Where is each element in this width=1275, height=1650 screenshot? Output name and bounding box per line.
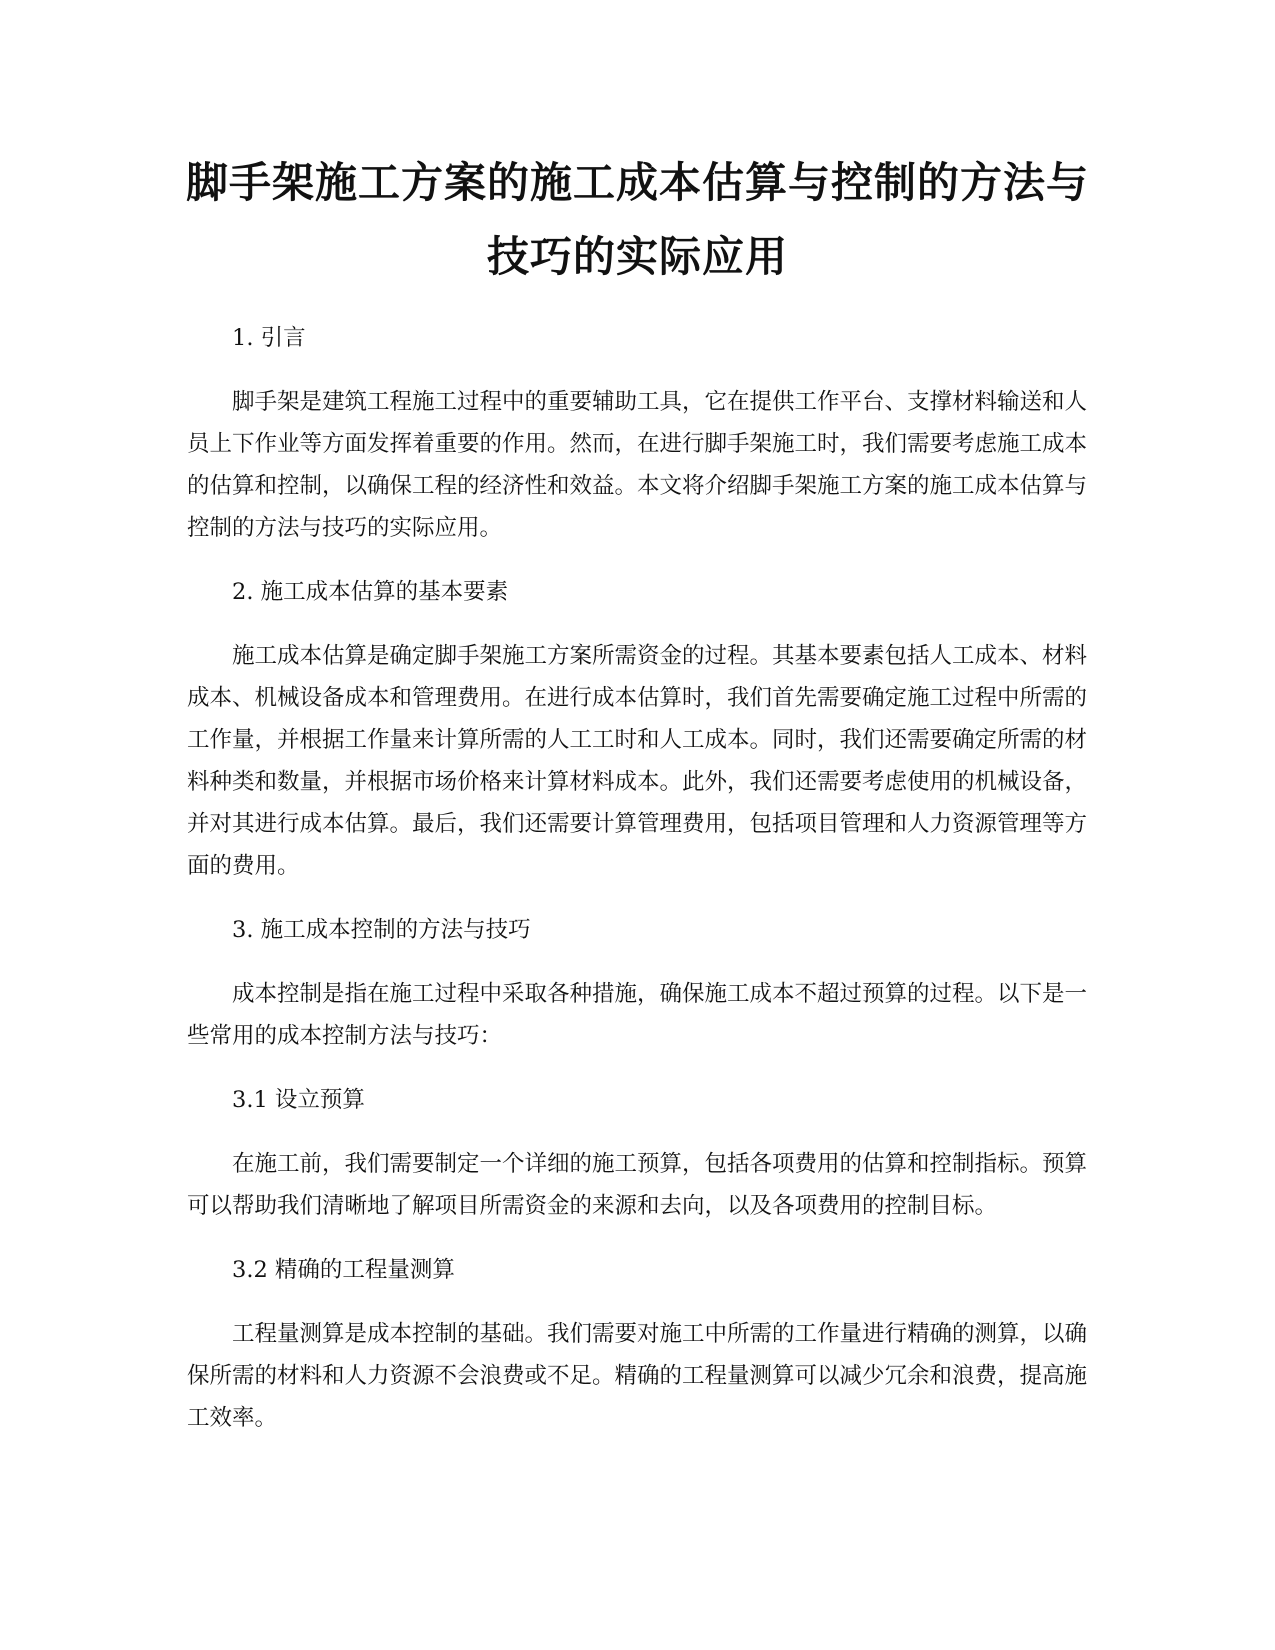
section-heading-cost-control: 3. 施工成本控制的方法与技巧 [232, 917, 531, 943]
paragraph-quantity: 工程量测算是成本控制的基础。我们需要对施工中所需的工作量进行精确的测算，以确保所需的材料和人力资源不会浪费或不足。精确的工程量测算可以减少冗余和浪费，提高施工效率。 [187, 1321, 1088, 1431]
section-heading-intro: 1. 引言 [232, 325, 306, 351]
paragraph-budget: 在施工前，我们需要制定一个详细的施工预算，包括各项费用的估算和控制指标。预算可以帮助我们清晰地了解项目所需资金的来源和去向，以及各项费用的控制目标。 [187, 1151, 1088, 1219]
paragraph-cost-control: 成本控制是指在施工过程中采取各种措施，确保施工成本不超过预算的过程。以下是一些常用的成本控制方法与技巧： [187, 981, 1088, 1049]
subsection-heading-quantity: 3.2 精确的工程量测算 [232, 1257, 455, 1283]
document-title: 脚手架施工方案的施工成本估算与控制的方法与技巧的实际应用 [185, 158, 1089, 281]
subsection-heading-budget: 3.1 设立预算 [232, 1087, 365, 1113]
paragraph-cost-estimation: 施工成本估算是确定脚手架施工方案所需资金的过程。其基本要素包括人工成本、材料成本、机械设备成本和管理费用。在进行成本估算时，我们首先需要确定施工过程中所需的工作量，并根据工作量来计算所需的人工工时和人工成本。同时，我们还需要确定所需的材料种类和数量，并根据市场价格来计算材料成本。此外，我们还需要考虑使用的机械设备，并对其进行成本估算。最后，我们还需要计算管理费用，包括项目管理和人力资源管理等方面的费用。 [187, 643, 1088, 879]
section-heading-cost-estimation: 2. 施工成本估算的基本要素 [232, 579, 509, 605]
paragraph-intro: 脚手架是建筑工程施工过程中的重要辅助工具，它在提供工作平台、支撑材料输送和人员上下作业等方面发挥着重要的作用。然而，在进行脚手架施工时，我们需要考虑施工成本的估算和控制，以确保工程的经济性和效益。本文将介绍脚手架施工方案的施工成本估算与控制的方法与技巧的实际应用。 [187, 389, 1088, 541]
document-body [187, 317, 1087, 1461]
